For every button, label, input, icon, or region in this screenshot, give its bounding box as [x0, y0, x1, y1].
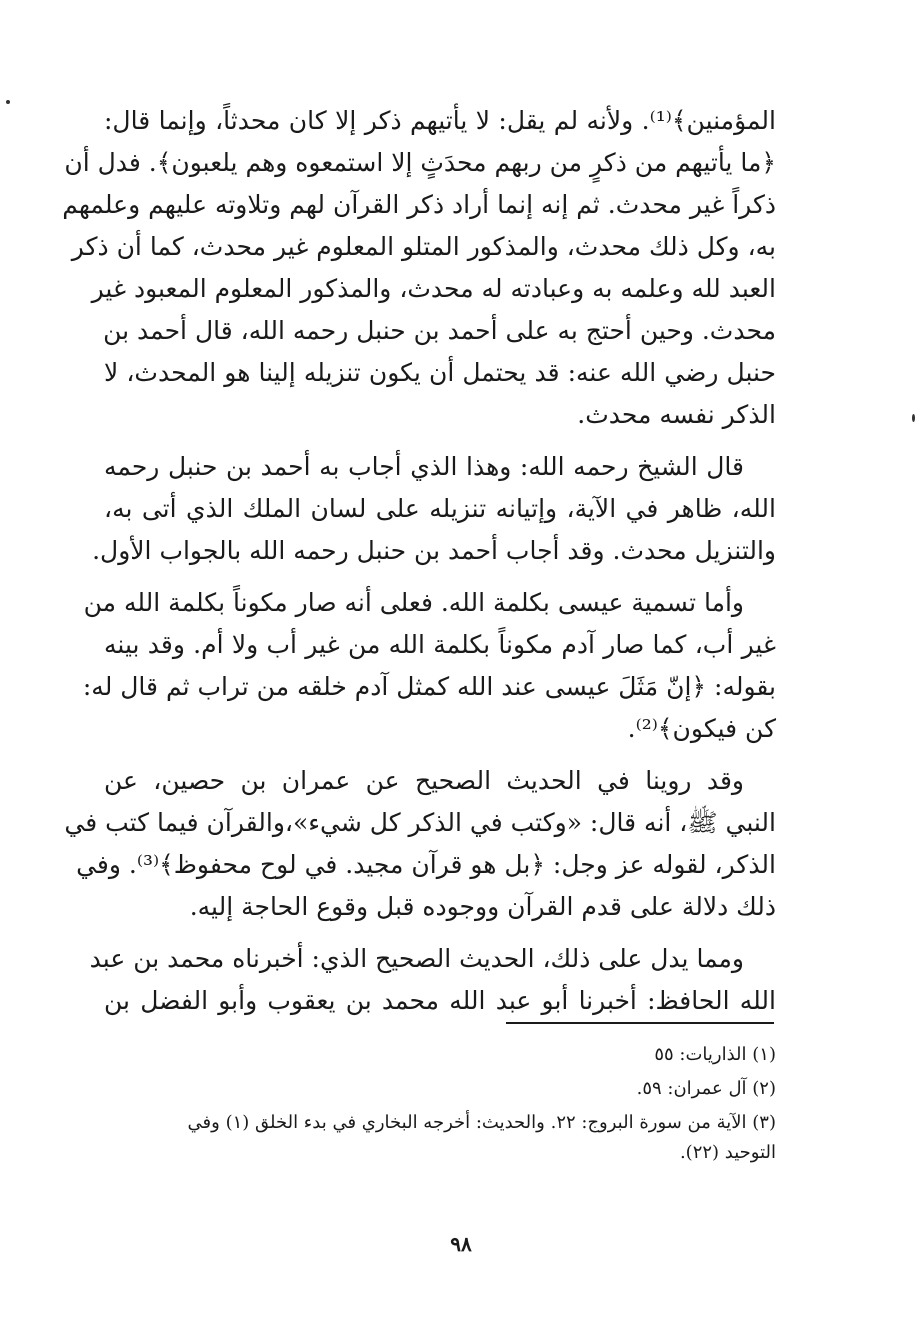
- page-number: ٩٨: [450, 1232, 472, 1256]
- footnote-line: (١) الذاريات: ٥٥: [654, 1044, 776, 1065]
- text-line: والتنزيل محدث. وقد أجاب أحمد بن حنبل رحمه الله بالجواب الأول.: [92, 536, 776, 565]
- paragraph-5: [89, 938, 776, 1022]
- text-line: وأما تسمية عيسى بكلمة الله. فعلى أنه صار مكوناً بكلمة الله من: [83, 588, 744, 617]
- text-line: المؤمنين﴾⁽¹⁾. ولأنه لم يقل: لا يأتيهم ذكر إلا كان محدثاً، وإنما قال:: [104, 106, 776, 135]
- text-line: الله الحافظ: أخبرنا أبو عبد الله محمد بن يعقوب وأبو الفضل بن: [104, 986, 776, 1015]
- footnotes: [104, 1040, 776, 1172]
- text-line: ذلك دلالة على قدم القرآن ووجوده قبل وقوع الحاجة إليه.: [189, 892, 776, 921]
- footnote-line: (٢) آل عمران: ٥٩.: [636, 1078, 776, 1099]
- text-line: ومما يدل على ذلك، الحديث الصحيح الذي: أخبرناه محمد بن عبد: [89, 944, 744, 973]
- text-line: الله، ظاهر في الآية، وإتيانه تنزيله على لسان الملك الذي أتى به،: [104, 494, 776, 523]
- scan-speck-right: [912, 414, 915, 422]
- paragraph-4: [64, 760, 776, 928]
- paragraph-2: [92, 446, 776, 572]
- text-line: قال الشيخ رحمه الله: وهذا الذي أجاب به أحمد بن حنبل رحمه: [104, 452, 744, 481]
- text-line: به، وكل ذلك محدث، والمذكور المتلو المعلوم غير محدث، كما أن ذكر: [71, 232, 776, 261]
- scan-speck-left: [6, 100, 10, 104]
- footnote-2: [104, 1074, 776, 1104]
- footnote-3: [104, 1108, 776, 1168]
- text-line: الذكر، لقوله عز وجل: ﴿بل هو قرآن مجيد. في لوح محفوظ﴾⁽³⁾. وفي: [76, 850, 776, 879]
- text-line: غير أب، كما صار آدم مكوناً بكلمة الله من غير أب ولا أم. وقد بينه: [104, 630, 776, 659]
- text-line: ﴿ما يأتيهم من ذكرٍ من ربهم محدَثٍ إلا استمعوه وهم يلعبون﴾. فدل أن: [64, 148, 776, 177]
- footnote-1: [104, 1040, 776, 1070]
- text-line: كن فيكون﴾⁽²⁾.: [627, 714, 776, 743]
- text-line: محدث. وحين أحتج به على أحمد بن حنبل رحمه الله، قال أحمد بن: [103, 316, 776, 345]
- text-line: وقد روينا في الحديث الصحيح عن عمران بن حصين، عن: [104, 766, 744, 795]
- text-line: الذكر نفسه محدث.: [577, 400, 776, 429]
- text-line: بقوله: ﴿إنّ مَثَلَ عيسى عند الله كمثل آدم خلقه من تراب ثم قال له:: [82, 672, 776, 701]
- text-line: النبي ﷺ، أنه قال: «وكتب في الذكر كل شيء»،والقرآن فيما كتب في: [64, 808, 776, 837]
- footnote-line: التوحيد (٢٢).: [679, 1142, 776, 1163]
- main-text: [62, 100, 776, 1032]
- footnote-line: (٣) الآية من سورة البروج: ٢٢. والحديث: أخرجه البخاري في بدء الخلق (١) وفي: [187, 1112, 776, 1133]
- footnote-separator: [506, 1022, 774, 1024]
- paragraph-3: [82, 582, 776, 750]
- text-line: حنبل رضي الله عنه: قد يحتمل أن يكون تنزيله إلينا هو المحدث، لا: [104, 358, 776, 387]
- paragraph-1: [62, 100, 776, 436]
- text-line: العبد لله وعلمه به وعبادته له محدث، والمذكور المعلوم المعبود غير: [91, 274, 776, 303]
- text-line: ذكراً غير محدث. ثم إنه إنما أراد ذكر القرآن لهم وتلاوته عليهم وعلمهم: [62, 190, 776, 219]
